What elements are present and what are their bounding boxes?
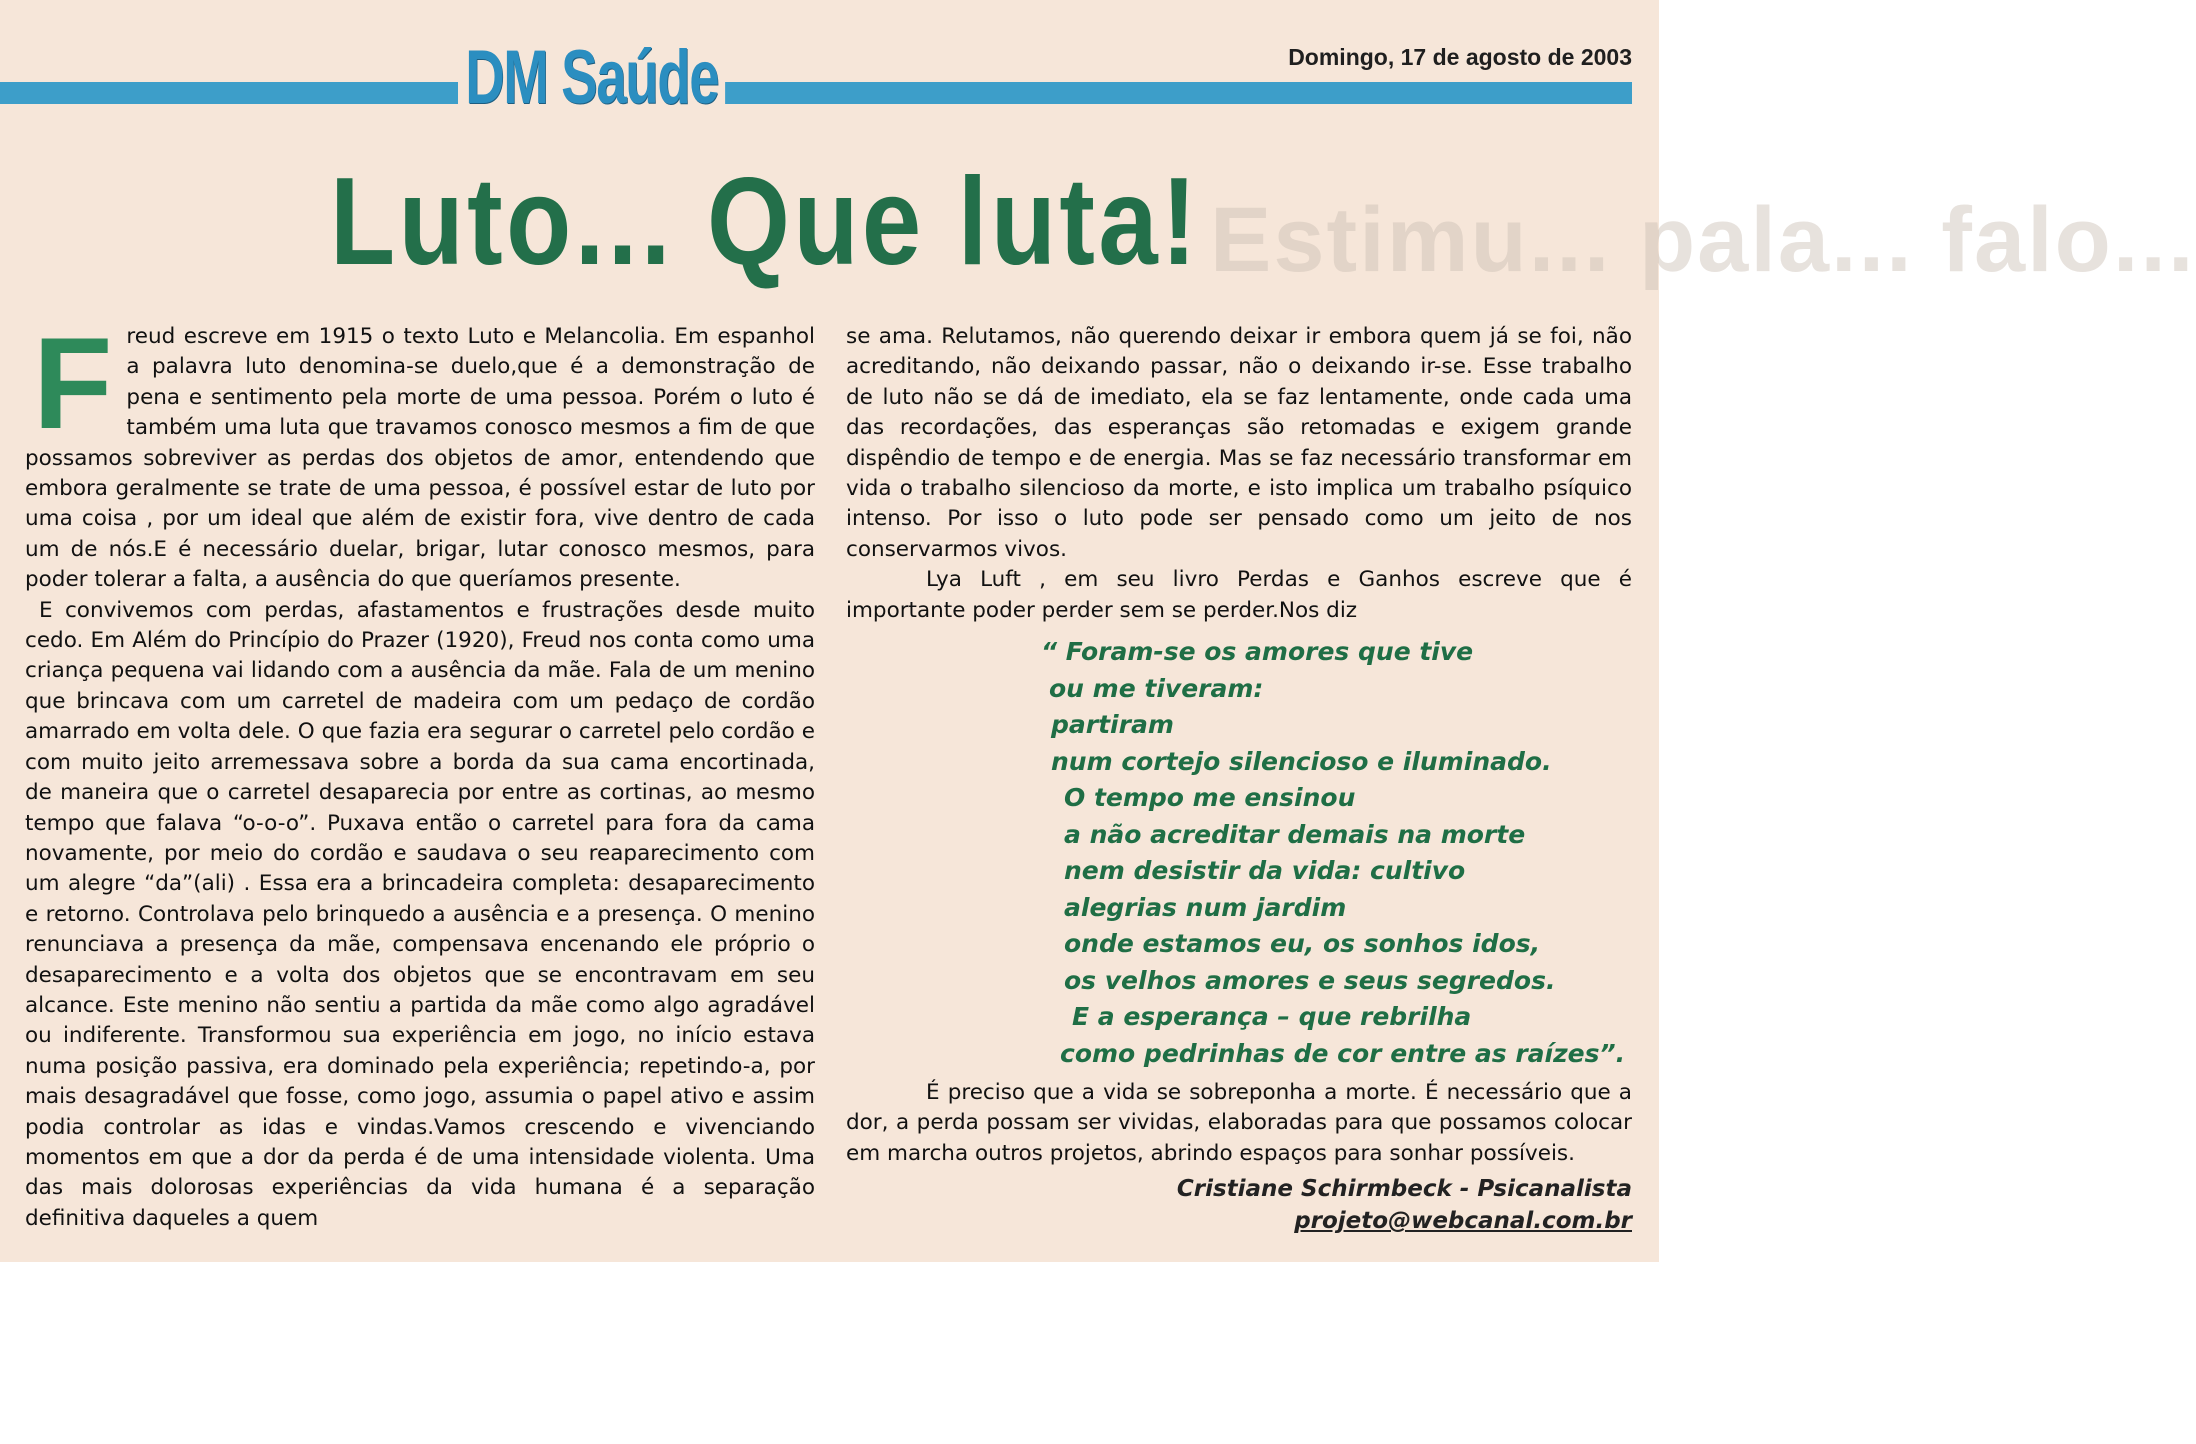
author-email: projeto@webcanal.com.br xyxy=(1294,1208,1632,1235)
background-headline: Estimu... pala... falo... xyxy=(1210,189,2196,291)
masthead-bar xyxy=(0,82,1632,104)
article-paragraph: É preciso que a vida se sobreponha a morte. É necessário que a dor, a perda possam ser vividas, elaboradas para que possamos colocar em marcha outros projetos, abrindo espaços para sonhar possíveis. xyxy=(846,1080,1632,1166)
article-paragraph: se ama. Relutamos, não querendo deixar ir embora quem já se foi, não acreditando, não deixando passar, não o deixando ir-se. Esse trabalho de luto não se dá de imediato, ela se faz lentamente, onde cada uma das recordações, das esperanças são retomadas e exigem grande dispêndio de tempo e de energia. Mas se faz necessário transformar em vida o trabalho silencioso da morte, e isto implica um trabalho psíquico intenso. Por isso o luto pode ser pensado como um jeito de nos conservarmos vivos. xyxy=(846,324,1632,562)
section-logo: DM Saúde xyxy=(458,30,725,126)
article-headline: Luto... Que luta! xyxy=(330,153,1201,291)
poem-line: E a esperança – que rebrilha xyxy=(1072,1002,1472,1032)
poem-line: ou me tiveram: xyxy=(1049,673,1264,703)
poem-line: O tempo me ensinou xyxy=(1064,783,1356,813)
poem-line: os velhos amores e seus segredos. xyxy=(1064,965,1556,995)
author-signature: Cristiane Schirmbeck - Psicanalista xyxy=(1176,1176,1632,1203)
article-column-left xyxy=(25,310,815,1234)
article-paragraph xyxy=(25,310,815,596)
poem-line: a não acreditar demais na morte xyxy=(1064,819,1526,849)
article-paragraph: E convivemos com perdas, afastamentos e frustrações desde muito cedo. Em Além do Princípio do Prazer (1920), Freud nos conta como uma criança pequena vai lidando com a ausência da mãe. Fala de um menino que brincava com um carretel de madeira com um pedaço de cordão amarrado em volta dele. O que fazia era segurar o carretel pelo cordão e com muito jeito arremessava sobre a borda da sua cama encortinada, de maneira que o carretel desaparecia por entre as cortinas, ao mesmo tempo que falava “o-o-o”. Puxava então o carretel para fora da cama novamente, por meio do cordão e saudava o seu reaparecimento com um alegre “da”(ali) . Essa era a brincadeira completa: desaparecimento e retorno. Controlava pelo brinquedo a ausência e a presença. O menino renunciava a presença da mãe, compensava encenando ele próprio o desaparecimento e a volta dos objetos que se encontravam em seu alcance. Este menino não sentiu a partida da mãe como algo agradável ou indiferente. Transformou sua experiência em jogo, no início estava numa posição passiva, era dominado pela experiência; repetindo-a, por mais desagradável que fosse, como jogo, assumia o papel ativo e assim podia controlar as idas e vindas.Vamos crescendo e vivenciando momentos em que a dor da perda é de uma intensidade violenta. Uma das mais dolorosas experiências da vida humana é a separação definitiva daqueles a quem xyxy=(25,597,815,1231)
poem-line: alegrias num jardim xyxy=(1064,892,1347,922)
poem-line: partiram xyxy=(1051,710,1174,740)
drop-cap: F xyxy=(33,310,113,456)
poem-line: “ Foram-se os amores que tive xyxy=(1041,637,1474,667)
publication-date: Domingo, 17 de agosto de 2003 xyxy=(1288,44,1632,70)
paragraph-text: reud escreve em 1915 o texto Luto e Melancolia. Em espanhol a palavra luto denomina-se duelo,que é a demonstração de pena e sentimento pela morte de uma pessoa. Porém o luto é também uma luta que travamos conosco mesmos a fim de que possamos sobreviver as perdas dos objetos de amor, entendendo que embora geralmente se trate de uma pessoa, é possível estar de luto por uma coisa , por um ideal que além de existir fora, vive dentro de cada um de nós.E é necessário duelar, brigar, lutar conosco mesmos, para poder tolerar a falta, a ausência do que queríamos presente. xyxy=(25,324,815,593)
poem-line: num cortejo silencioso e iluminado. xyxy=(1051,746,1552,776)
article-column-right xyxy=(846,322,1632,1237)
poem-line: nem desistir da vida: cultivo xyxy=(1064,856,1466,886)
poem-line: como pedrinhas de cor entre as raízes”. xyxy=(1060,1038,1626,1068)
poem-line: onde estamos eu, os sonhos idos, xyxy=(1064,929,1541,959)
poem-quote xyxy=(846,634,1632,1072)
article-paragraph: Lya Luft , em seu livro Perdas e Ganhos escreve que é importante poder perder sem se perder.Nos diz xyxy=(846,567,1632,623)
